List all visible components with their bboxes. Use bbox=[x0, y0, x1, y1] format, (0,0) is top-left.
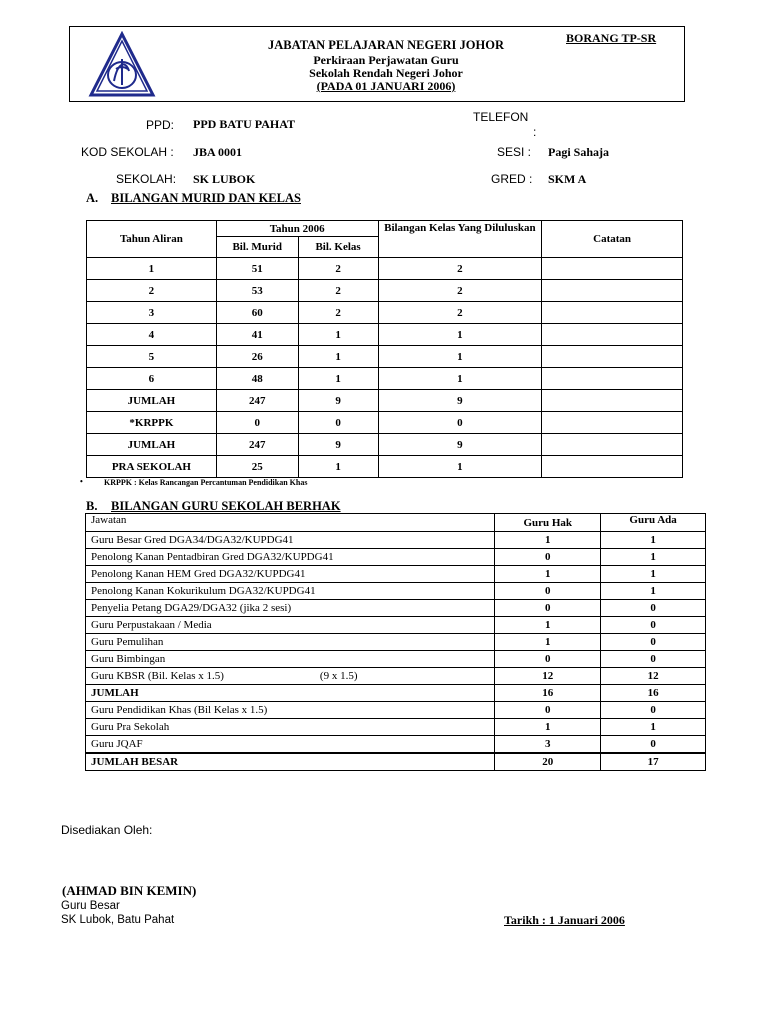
cell-kelas: 2 bbox=[298, 302, 378, 324]
cell-jawatan bbox=[86, 753, 495, 771]
table-row bbox=[86, 583, 706, 600]
cell-diluluskan: 1 bbox=[378, 324, 542, 346]
cell-guru-ada: 1 bbox=[601, 566, 706, 583]
student-class-table bbox=[86, 220, 683, 478]
cell-guru-hak: 1 bbox=[495, 719, 601, 736]
table-row bbox=[87, 280, 683, 302]
cell-guru-hak: 0 bbox=[495, 702, 601, 719]
cell-catatan bbox=[542, 324, 683, 346]
cell-kelas: 1 bbox=[298, 346, 378, 368]
krppk-note: KRPPK : Kelas Rancangan Percantuman Pendidikan Khas bbox=[104, 478, 308, 487]
cell-guru-hak: 1 bbox=[495, 634, 601, 651]
cell-catatan bbox=[542, 456, 683, 478]
cell-guru-ada: 0 bbox=[601, 651, 706, 668]
jawatan-label: Guru Pemulihan bbox=[91, 636, 164, 648]
cell-diluluskan: 9 bbox=[378, 434, 542, 456]
jawatan-label: Guru KBSR (Bil. Kelas x 1.5) bbox=[91, 670, 224, 682]
table-row bbox=[86, 532, 706, 549]
cell-jawatan bbox=[86, 685, 495, 702]
header-bil-kelas: Bil. Kelas bbox=[298, 237, 378, 258]
cell-murid: 26 bbox=[216, 346, 298, 368]
header-tahun-aliran: Tahun Aliran bbox=[87, 221, 217, 258]
teacher-table bbox=[85, 513, 706, 771]
header-jawatan: Jawatan bbox=[86, 514, 495, 532]
jawatan-label: Penolong Kanan Pentadbiran Gred DGA32/KUPDG41 bbox=[91, 551, 334, 563]
cell-murid: 53 bbox=[216, 280, 298, 302]
jawatan-label: Guru Perpustakaan / Media bbox=[91, 619, 212, 631]
cell-tahun: JUMLAH bbox=[87, 390, 217, 412]
header-subtitle-1: Perkiraan Perjawatan Guru bbox=[313, 53, 459, 67]
jawatan-formula: (9 x 1.5) bbox=[319, 670, 358, 682]
cell-murid: 247 bbox=[216, 434, 298, 456]
cell-catatan bbox=[542, 434, 683, 456]
cell-murid: 48 bbox=[216, 368, 298, 390]
cell-tahun: 2 bbox=[87, 280, 217, 302]
cell-diluluskan: 1 bbox=[378, 346, 542, 368]
telefon-colon: : bbox=[533, 125, 537, 139]
cell-jawatan bbox=[86, 668, 495, 685]
table-row bbox=[86, 566, 706, 583]
cell-murid: 41 bbox=[216, 324, 298, 346]
table-row bbox=[87, 412, 683, 434]
table-row bbox=[87, 434, 683, 456]
cell-jawatan bbox=[86, 617, 495, 634]
cell-guru-hak: 12 bbox=[495, 668, 601, 685]
cell-jawatan bbox=[86, 736, 495, 754]
table-row bbox=[87, 390, 683, 412]
cell-guru-hak: 0 bbox=[495, 583, 601, 600]
cell-guru-hak: 20 bbox=[495, 753, 601, 771]
cell-guru-hak: 1 bbox=[495, 532, 601, 549]
table-row bbox=[86, 719, 706, 736]
jpnj-logo bbox=[88, 31, 156, 99]
sesi-label: SESI : bbox=[497, 145, 532, 159]
signatory-name: (AHMAD BIN KEMIN) bbox=[62, 883, 197, 898]
section-b-title: BILANGAN GURU SEKOLAH BERHAK bbox=[111, 499, 341, 513]
section-b-letter: B. bbox=[86, 499, 98, 513]
table-row bbox=[86, 668, 706, 685]
cell-tahun: JUMLAH bbox=[87, 434, 217, 456]
cell-catatan bbox=[542, 258, 683, 280]
cell-guru-ada: 0 bbox=[601, 634, 706, 651]
table-row bbox=[86, 753, 706, 771]
cell-diluluskan: 2 bbox=[378, 258, 542, 280]
jawatan-label: Guru Pra Sekolah bbox=[91, 721, 170, 733]
kod-sekolah-label: KOD SEKOLAH : bbox=[81, 145, 174, 159]
table-row bbox=[87, 324, 683, 346]
jawatan-label: Penolong Kanan HEM Gred DGA32/KUPDG41 bbox=[91, 568, 306, 580]
cell-tahun: 1 bbox=[87, 258, 217, 280]
jawatan-label: Guru Besar Gred DGA34/DGA32/KUPDG41 bbox=[91, 534, 294, 546]
cell-tahun: PRA SEKOLAH bbox=[87, 456, 217, 478]
header-guru-hak: Guru Hak bbox=[495, 514, 601, 532]
cell-guru-ada: 17 bbox=[601, 753, 706, 771]
kod-sekolah-value: JBA 0001 bbox=[193, 145, 243, 159]
cell-tahun: 4 bbox=[87, 324, 217, 346]
cell-guru-ada: 0 bbox=[601, 736, 706, 754]
ppd-label: PPD: bbox=[146, 118, 175, 132]
table-row bbox=[87, 368, 683, 390]
cell-kelas: 1 bbox=[298, 368, 378, 390]
cell-catatan bbox=[542, 346, 683, 368]
ppd-value: PPD BATU PAHAT bbox=[193, 117, 295, 131]
header-guru-ada: Guru Ada bbox=[601, 514, 706, 532]
cell-catatan bbox=[542, 280, 683, 302]
table-row bbox=[87, 302, 683, 324]
table-row bbox=[86, 702, 706, 719]
jawatan-label: Guru Pendidikan Khas (Bil Kelas x 1.5) bbox=[91, 704, 268, 716]
table-row bbox=[86, 651, 706, 668]
cell-guru-ada: 16 bbox=[601, 685, 706, 702]
cell-murid: 60 bbox=[216, 302, 298, 324]
cell-jawatan bbox=[86, 549, 495, 566]
header-catatan: Catatan bbox=[542, 221, 683, 258]
cell-jawatan bbox=[86, 566, 495, 583]
cell-diluluskan: 0 bbox=[378, 412, 542, 434]
section-a-title: BILANGAN MURID DAN KELAS bbox=[111, 191, 301, 205]
cell-guru-hak: 3 bbox=[495, 736, 601, 754]
prepared-by-label: Disediakan Oleh: bbox=[61, 823, 153, 837]
cell-jawatan bbox=[86, 583, 495, 600]
cell-murid: 51 bbox=[216, 258, 298, 280]
cell-kelas: 9 bbox=[298, 434, 378, 456]
cell-guru-hak: 0 bbox=[495, 549, 601, 566]
cell-jawatan bbox=[86, 702, 495, 719]
table-row bbox=[86, 617, 706, 634]
cell-catatan bbox=[542, 368, 683, 390]
section-a-letter: A. bbox=[86, 191, 99, 205]
cell-murid: 0 bbox=[216, 412, 298, 434]
table-row bbox=[86, 736, 706, 754]
jawatan-label: Guru Bimbingan bbox=[91, 653, 166, 665]
sekolah-label: SEKOLAH: bbox=[116, 172, 177, 186]
header-bil-murid: Bil. Murid bbox=[216, 237, 298, 258]
cell-guru-ada: 0 bbox=[601, 600, 706, 617]
cell-jawatan bbox=[86, 719, 495, 736]
cell-kelas: 2 bbox=[298, 258, 378, 280]
jawatan-label: Penolong Kanan Kokurikulum DGA32/KUPDG41 bbox=[91, 585, 316, 597]
cell-kelas: 0 bbox=[298, 412, 378, 434]
sesi-value: Pagi Sahaja bbox=[548, 145, 610, 159]
cell-guru-hak: 1 bbox=[495, 617, 601, 634]
cell-jawatan bbox=[86, 651, 495, 668]
table-row bbox=[86, 549, 706, 566]
jawatan-label: Penyelia Petang DGA29/DGA32 (jika 2 sesi) bbox=[91, 602, 292, 614]
cell-catatan bbox=[542, 390, 683, 412]
table-row bbox=[86, 685, 706, 702]
jawatan-label: Guru JQAF bbox=[91, 738, 143, 750]
form-code: BORANG TP-SR bbox=[566, 31, 657, 45]
cell-jawatan bbox=[86, 600, 495, 617]
sekolah-value: SK LUBOK bbox=[193, 172, 256, 186]
cell-diluluskan: 9 bbox=[378, 390, 542, 412]
cell-guru-ada: 1 bbox=[601, 549, 706, 566]
cell-guru-hak: 16 bbox=[495, 685, 601, 702]
table-row bbox=[87, 258, 683, 280]
table-row bbox=[86, 634, 706, 651]
cell-diluluskan: 2 bbox=[378, 302, 542, 324]
table-row bbox=[86, 600, 706, 617]
signatory-school: SK Lubok, Batu Pahat bbox=[61, 914, 175, 926]
telefon-label: TELEFON bbox=[473, 110, 529, 124]
gred-value: SKM A bbox=[548, 172, 587, 186]
cell-tahun: 3 bbox=[87, 302, 217, 324]
header-tahun: Tahun 2006 bbox=[216, 221, 378, 237]
cell-tahun: 6 bbox=[87, 368, 217, 390]
header-subtitle-2: Sekolah Rendah Negeri Johor bbox=[309, 66, 463, 80]
cell-guru-hak: 1 bbox=[495, 566, 601, 583]
table-row bbox=[87, 456, 683, 478]
cell-catatan bbox=[542, 302, 683, 324]
cell-guru-ada: 1 bbox=[601, 719, 706, 736]
jawatan-label: JUMLAH bbox=[91, 687, 139, 699]
header-kelas-diluluskan: Bilangan Kelas Yang Diluluskan bbox=[378, 221, 542, 258]
cell-kelas: 1 bbox=[298, 324, 378, 346]
cell-guru-ada: 0 bbox=[601, 617, 706, 634]
cell-guru-ada: 12 bbox=[601, 668, 706, 685]
cell-jawatan bbox=[86, 634, 495, 651]
cell-kelas: 1 bbox=[298, 456, 378, 478]
gred-label: GRED : bbox=[491, 172, 533, 186]
signatory-title: Guru Besar bbox=[61, 900, 120, 912]
cell-murid: 25 bbox=[216, 456, 298, 478]
header-date: (PADA 01 JANUARI 2006) bbox=[316, 79, 456, 93]
cell-jawatan bbox=[86, 532, 495, 549]
cell-diluluskan: 1 bbox=[378, 456, 542, 478]
cell-guru-ada: 0 bbox=[601, 702, 706, 719]
table-row bbox=[87, 346, 683, 368]
cell-tahun: *KRPPK bbox=[87, 412, 217, 434]
cell-kelas: 9 bbox=[298, 390, 378, 412]
cell-kelas: 2 bbox=[298, 280, 378, 302]
cell-diluluskan: 2 bbox=[378, 280, 542, 302]
cell-guru-ada: 1 bbox=[601, 583, 706, 600]
cell-tahun: 5 bbox=[87, 346, 217, 368]
jawatan-label: JUMLAH BESAR bbox=[91, 756, 179, 768]
cell-diluluskan: 1 bbox=[378, 368, 542, 390]
cell-murid: 247 bbox=[216, 390, 298, 412]
header-department: JABATAN PELAJARAN NEGERI JOHOR bbox=[267, 38, 504, 52]
note-bullet: • bbox=[80, 477, 83, 486]
cell-guru-hak: 0 bbox=[495, 651, 601, 668]
document-date: Tarikh : 1 Januari 2006 bbox=[504, 913, 625, 927]
cell-catatan bbox=[542, 412, 683, 434]
cell-guru-hak: 0 bbox=[495, 600, 601, 617]
cell-guru-ada: 1 bbox=[601, 532, 706, 549]
